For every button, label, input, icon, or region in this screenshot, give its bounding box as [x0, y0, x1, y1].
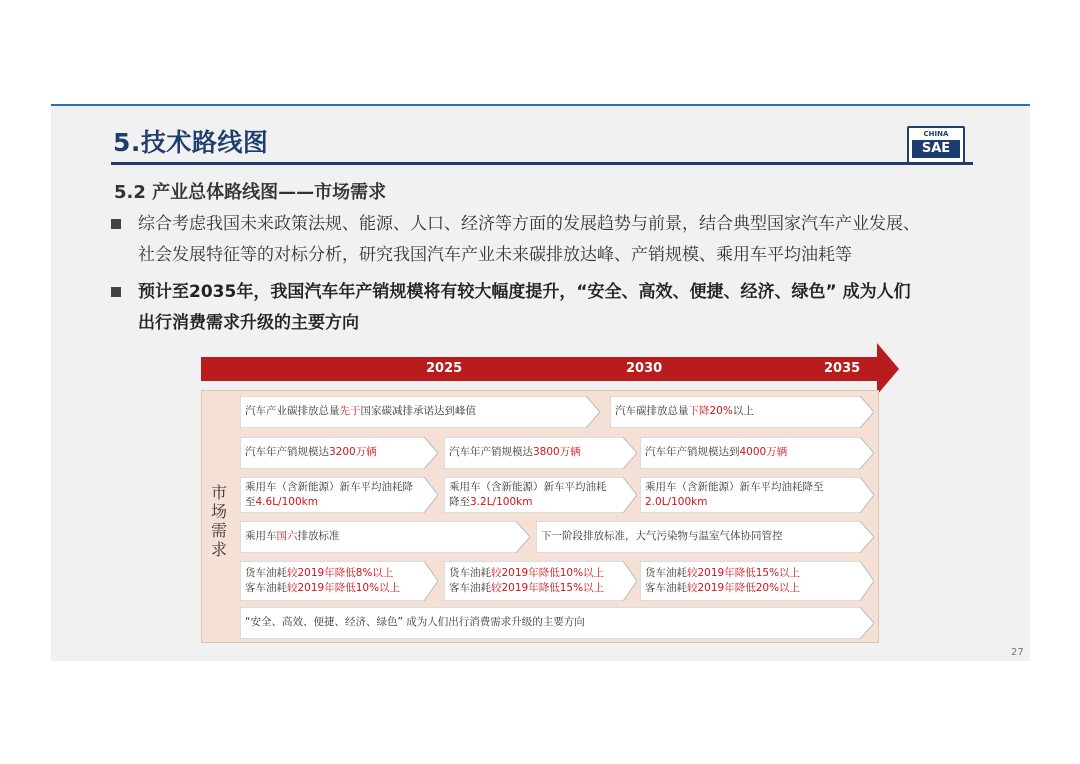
- bullet-1-line-1: 综合考虑我国未来政策法规、能源、人口、经济等方面的发展趋势与前景，结合典型国家汽车产业发展、: [138, 214, 920, 234]
- bullet-2-line-1: 预计至2035年，我国汽车年产销规模将有较大幅度提升，“安全、高效、便捷、经济、绿色” 成为人们: [138, 282, 911, 302]
- roadmap-cell-r2c1: 汽车年产销规模达3200万辆: [240, 437, 438, 469]
- bullet-square-icon: [111, 219, 121, 229]
- roadmap-cell-r5c2: 货车油耗较2019年降低10%以上 客车油耗较2019年降低15%以上: [444, 561, 637, 601]
- roadmap-cell-r3c2: 乘用车（含新能源）新车平均油耗 降至3.2L/100km: [444, 477, 637, 513]
- bullet-2-line-2: 出行消费需求升级的主要方向: [138, 313, 359, 333]
- china-sae-logo: [907, 126, 965, 164]
- logo-text-bottom: SAE: [912, 140, 960, 158]
- roadmap-cell-r4c1: 乘用车国六排放标准: [240, 521, 530, 553]
- roadmap-cell-r2c2: 汽车年产销规模达3800万辆: [444, 437, 637, 469]
- bullet-1-line-2: 社会发展特征等的对标分析，研究我国汽车产业未来碳排放达峰、产销规模、乘用车平均油耗等: [138, 245, 852, 265]
- bullet-square-icon: [111, 287, 121, 297]
- roadmap-cell-r3c3: 乘用车（含新能源）新车平均油耗降至 2.0L/100km: [640, 477, 874, 513]
- slide: [51, 104, 1030, 661]
- year-2025: 2025: [426, 361, 463, 376]
- year-2035: 2035: [824, 361, 861, 376]
- roadmap-cell-r1c1: 汽车产业碳排放总量先于国家碳减排承诺达到峰值: [240, 396, 600, 428]
- year-2030: 2030: [626, 361, 663, 376]
- roadmap-cell-r5c1: 货车油耗较2019年降低8%以上 客车油耗较2019年降低10%以上: [240, 561, 438, 601]
- roadmap-cell-r4c2: 下一阶段排放标准，大气污染物与温室气体协同管控: [536, 521, 874, 553]
- title-underline: [111, 162, 973, 165]
- logo-text-top: CHINA: [923, 130, 949, 138]
- page-number: 27: [1011, 647, 1024, 658]
- roadmap-cell-r6c1: “安全、高效、便捷、经济、绿色” 成为人们出行消费需求升级的主要方向: [240, 607, 874, 639]
- roadmap-grid: [201, 390, 879, 643]
- timeline-arrow-bar: [201, 357, 877, 381]
- market-demand-label: 市 场 需 求: [210, 483, 227, 559]
- timeline-arrow-head-icon: [877, 343, 899, 395]
- slide-title: 5.技术路线图: [113, 128, 269, 157]
- section-subtitle: 5.2 产业总体路线图——市场需求: [114, 182, 387, 203]
- roadmap-cell-r1c2: 汽车碳排放总量下降20%以上: [610, 396, 874, 428]
- roadmap-cell-r5c3: 货车油耗较2019年降低15%以上 客车油耗较2019年降低20%以上: [640, 561, 874, 601]
- roadmap-cell-r3c1: 乘用车（含新能源）新车平均油耗降 至4.6L/100km: [240, 477, 438, 513]
- roadmap-diagram: [201, 343, 901, 641]
- roadmap-cell-r2c3: 汽车年产销规模达到4000万辆: [640, 437, 874, 469]
